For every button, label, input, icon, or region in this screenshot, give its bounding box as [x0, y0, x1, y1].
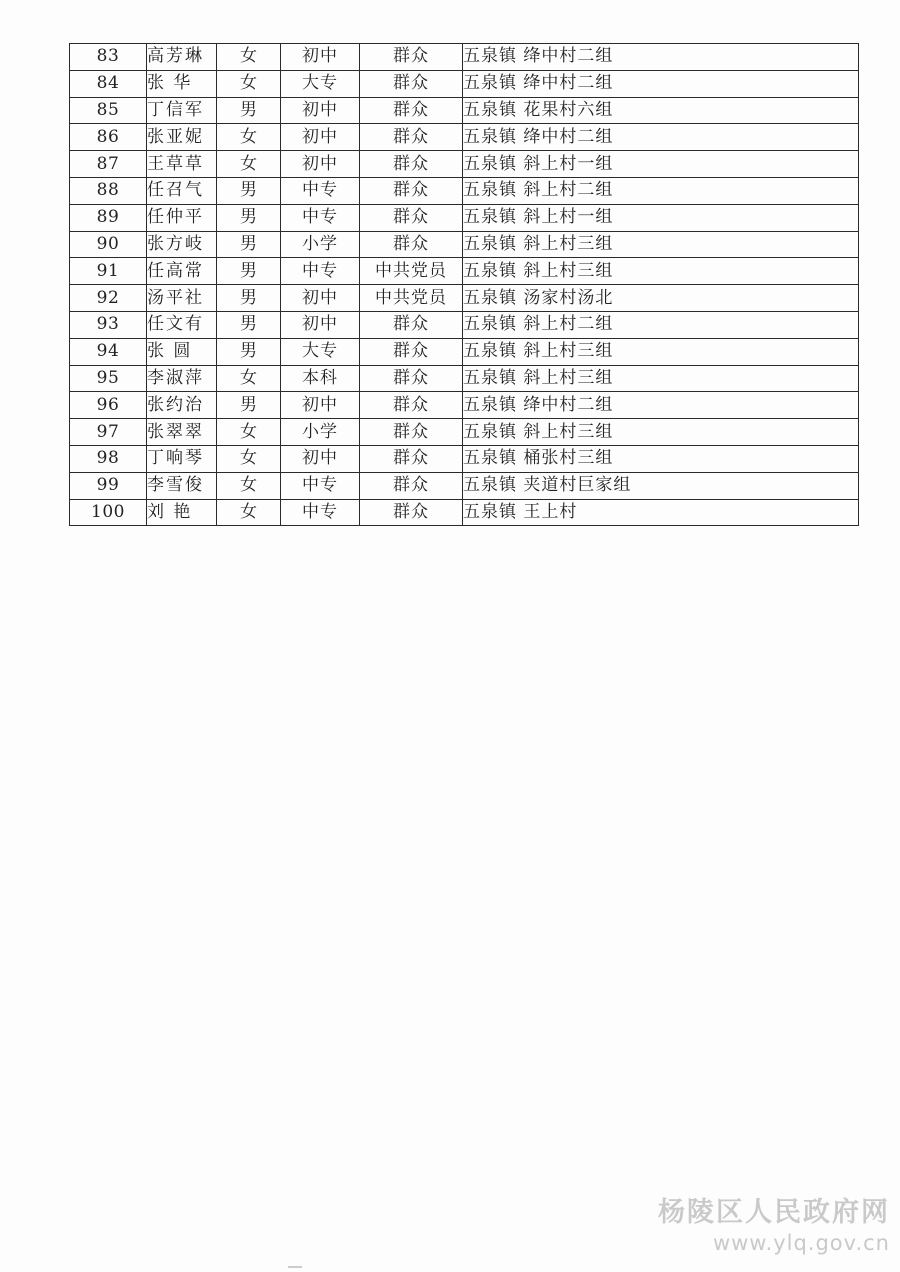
- education: 初中: [281, 97, 360, 124]
- person-name: 张方岐: [147, 231, 217, 258]
- gender: 女: [217, 445, 281, 472]
- table-row: [70, 97, 859, 124]
- person-name: 张 华: [147, 70, 217, 97]
- scan-speck: [288, 1266, 302, 1268]
- table-row: [70, 365, 859, 392]
- row-number: 94: [70, 338, 147, 365]
- address: 五泉镇 斜上村三组: [463, 258, 859, 285]
- person-name: 张约治: [147, 392, 217, 419]
- row-number: 97: [70, 419, 147, 446]
- education: 中专: [281, 472, 360, 499]
- person-name: 丁信军: [147, 97, 217, 124]
- table-row: [70, 124, 859, 151]
- education: 大专: [281, 70, 360, 97]
- table-row: [70, 204, 859, 231]
- person-name: 王草草: [147, 151, 217, 178]
- address: 五泉镇 斜上村二组: [463, 177, 859, 204]
- education: 中专: [281, 499, 360, 526]
- person-name: 丁响琴: [147, 445, 217, 472]
- row-number: 89: [70, 204, 147, 231]
- political-status: 群众: [360, 204, 463, 231]
- political-status: 群众: [360, 499, 463, 526]
- table-row: [70, 392, 859, 419]
- address: 五泉镇 绛中村二组: [463, 44, 859, 71]
- address: 五泉镇 绛中村二组: [463, 124, 859, 151]
- gender: 女: [217, 151, 281, 178]
- table-row: [70, 419, 859, 446]
- education: 中专: [281, 177, 360, 204]
- address: 五泉镇 绛中村二组: [463, 392, 859, 419]
- gender: 女: [217, 472, 281, 499]
- row-number: 90: [70, 231, 147, 258]
- address: 五泉镇 花果村六组: [463, 97, 859, 124]
- gender: 男: [217, 285, 281, 312]
- watermark-site-url: www.ylq.gov.cn: [712, 1231, 890, 1255]
- row-number: 95: [70, 365, 147, 392]
- row-number: 100: [70, 499, 147, 526]
- political-status: 群众: [360, 231, 463, 258]
- gender: 男: [217, 231, 281, 258]
- political-status: 群众: [360, 419, 463, 446]
- political-status: 群众: [360, 365, 463, 392]
- table-row: [70, 258, 859, 285]
- education: 初中: [281, 44, 360, 71]
- political-status: 群众: [360, 44, 463, 71]
- table-row: [70, 231, 859, 258]
- watermark-site-name: 杨陵区人民政府网: [658, 1197, 890, 1228]
- address: 五泉镇 斜上村三组: [463, 365, 859, 392]
- address: 五泉镇 斜上村二组: [463, 311, 859, 338]
- table-row: [70, 499, 859, 526]
- education: 小学: [281, 419, 360, 446]
- education: 大专: [281, 338, 360, 365]
- political-status: 群众: [360, 151, 463, 178]
- table-row: [70, 311, 859, 338]
- row-number: 91: [70, 258, 147, 285]
- gender: 女: [217, 44, 281, 71]
- person-name: 汤平社: [147, 285, 217, 312]
- row-number: 86: [70, 124, 147, 151]
- row-number: 83: [70, 44, 147, 71]
- gender: 女: [217, 70, 281, 97]
- table-row: [70, 285, 859, 312]
- person-name: 李淑萍: [147, 365, 217, 392]
- education: 初中: [281, 445, 360, 472]
- political-status: 中共党员: [360, 285, 463, 312]
- person-name: 高芳琳: [147, 44, 217, 71]
- row-number: 93: [70, 311, 147, 338]
- address: 五泉镇 斜上村一组: [463, 204, 859, 231]
- gender: 女: [217, 419, 281, 446]
- political-status: 群众: [360, 70, 463, 97]
- address: 五泉镇 斜上村三组: [463, 231, 859, 258]
- political-status: 群众: [360, 177, 463, 204]
- education: 初中: [281, 392, 360, 419]
- table-row: [70, 70, 859, 97]
- row-number: 85: [70, 97, 147, 124]
- table-row: [70, 177, 859, 204]
- person-name: 张亚妮: [147, 124, 217, 151]
- political-status: 群众: [360, 472, 463, 499]
- education: 初中: [281, 311, 360, 338]
- address: 五泉镇 汤家村汤北: [463, 285, 859, 312]
- table-row: [70, 472, 859, 499]
- gender: 女: [217, 365, 281, 392]
- gender: 男: [217, 177, 281, 204]
- roster-table-body: [70, 44, 859, 526]
- table-row: [70, 338, 859, 365]
- gender: 男: [217, 392, 281, 419]
- political-status: 中共党员: [360, 258, 463, 285]
- row-number: 92: [70, 285, 147, 312]
- education: 初中: [281, 124, 360, 151]
- roster-table: [69, 43, 859, 526]
- table-row: [70, 44, 859, 71]
- gender: 女: [217, 124, 281, 151]
- political-status: 群众: [360, 97, 463, 124]
- address: 五泉镇 斜上村一组: [463, 151, 859, 178]
- address: 五泉镇 夹道村巨家组: [463, 472, 859, 499]
- row-number: 88: [70, 177, 147, 204]
- person-name: 任召气: [147, 177, 217, 204]
- person-name: 任仲平: [147, 204, 217, 231]
- address: 五泉镇 王上村: [463, 499, 859, 526]
- row-number: 96: [70, 392, 147, 419]
- person-name: 刘 艳: [147, 499, 217, 526]
- political-status: 群众: [360, 311, 463, 338]
- address: 五泉镇 斜上村三组: [463, 419, 859, 446]
- gender: 男: [217, 97, 281, 124]
- political-status: 群众: [360, 392, 463, 419]
- political-status: 群众: [360, 124, 463, 151]
- gender: 男: [217, 204, 281, 231]
- gender: 女: [217, 499, 281, 526]
- education: 中专: [281, 258, 360, 285]
- gender: 男: [217, 311, 281, 338]
- person-name: 张 圆: [147, 338, 217, 365]
- row-number: 99: [70, 472, 147, 499]
- political-status: 群众: [360, 338, 463, 365]
- education: 初中: [281, 151, 360, 178]
- person-name: 任高常: [147, 258, 217, 285]
- row-number: 87: [70, 151, 147, 178]
- address: 五泉镇 绛中村二组: [463, 70, 859, 97]
- person-name: 任文有: [147, 311, 217, 338]
- person-name: 李雪俊: [147, 472, 217, 499]
- gender: 男: [217, 338, 281, 365]
- education: 初中: [281, 285, 360, 312]
- education: 小学: [281, 231, 360, 258]
- row-number: 84: [70, 70, 147, 97]
- address: 五泉镇 斜上村三组: [463, 338, 859, 365]
- row-number: 98: [70, 445, 147, 472]
- political-status: 群众: [360, 445, 463, 472]
- address: 五泉镇 桶张村三组: [463, 445, 859, 472]
- gender: 男: [217, 258, 281, 285]
- site-watermark: [658, 1196, 890, 1256]
- table-row: [70, 445, 859, 472]
- education: 本科: [281, 365, 360, 392]
- education: 中专: [281, 204, 360, 231]
- table-row: [70, 151, 859, 178]
- person-name: 张翠翠: [147, 419, 217, 446]
